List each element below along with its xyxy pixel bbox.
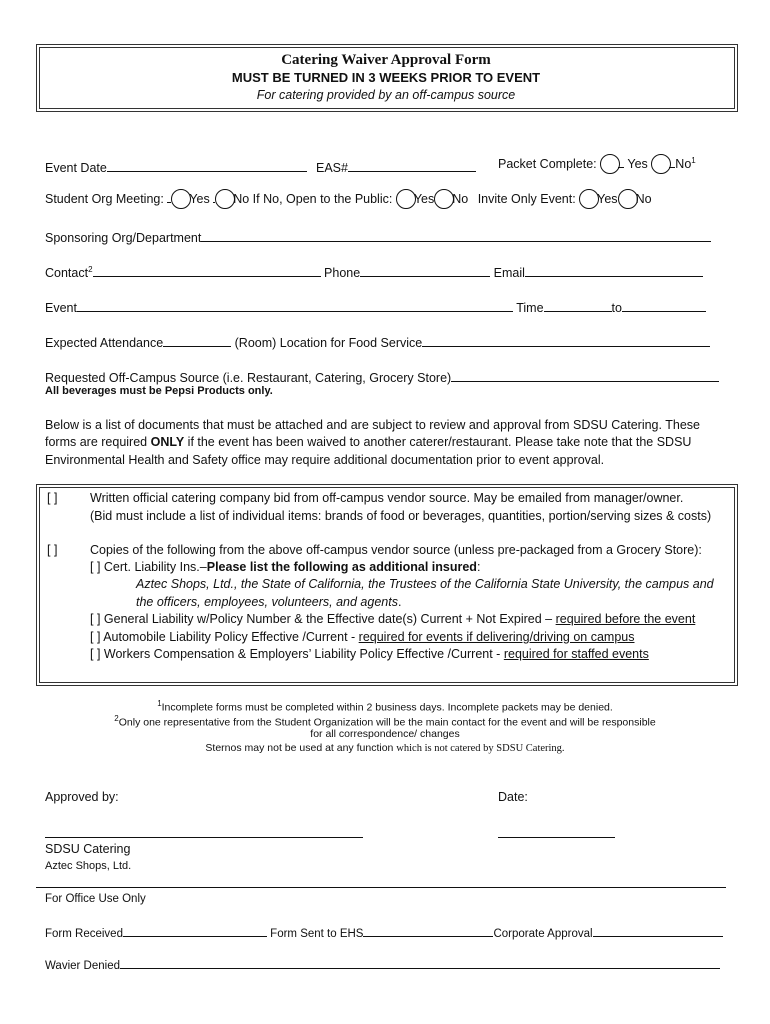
packet-yes-label: Yes	[627, 157, 648, 171]
intro-line-2c: if the event has been waived to another caterer/restaurant. Please take note that the SDSU	[184, 435, 692, 449]
cert-colon: :	[476, 560, 481, 574]
packet-complete-row	[498, 154, 696, 174]
form-title: Catering Waiver Approval Form	[281, 52, 491, 68]
general-required: required before the event	[555, 612, 696, 626]
cert-instruction: Please list the following as additional insured	[206, 560, 477, 574]
sternos-note	[0, 742, 770, 754]
insured-line-2-text: the officers, employees, volunteers, and agents	[136, 595, 398, 609]
approved-by-label: Approved by:	[45, 790, 119, 804]
public-no-label: No	[452, 192, 469, 206]
email-field[interactable]	[525, 263, 703, 277]
phone-field[interactable]	[360, 263, 490, 277]
time-start-field[interactable]	[544, 298, 612, 312]
workers-comp-row	[90, 647, 649, 661]
location-field[interactable]	[422, 333, 710, 347]
doc1-line-1: Written official catering company bid from off-campus vendor source. May be emailed from manager/owner.	[90, 491, 684, 505]
workers-checkbox[interactable]: [ ]	[90, 647, 101, 661]
public-yes-circle[interactable]	[396, 189, 416, 209]
workers-text: Workers Compensation & Employers’ Liability Policy Effective /Current -	[103, 647, 504, 661]
contact-field[interactable]	[93, 263, 321, 277]
aztec-shops-label: Aztec Shops, Ltd.	[45, 860, 132, 872]
footnote-2	[0, 714, 770, 729]
sternos-text-a: Sternos may not be used at any function	[205, 742, 397, 754]
invite-no-label: No	[635, 192, 652, 206]
location-label: (Room) Location for Food Service	[234, 336, 423, 350]
email-label: Email	[493, 266, 525, 280]
org-no-label: No	[233, 192, 250, 206]
general-text: General Liability w/Policy Number & the Effective date(s) Current + Not Expired –	[103, 612, 556, 626]
auto-liability-row	[90, 630, 635, 644]
event-date-label: Event Date	[45, 161, 107, 175]
beverages-note: All beverages must be Pepsi Products only.	[45, 385, 273, 397]
invite-yes-label: Yes	[597, 192, 618, 206]
date-line[interactable]	[498, 837, 615, 838]
footnote-1-text: Incomplete forms must be completed within 2 business days. Incomplete packets may be denied.	[161, 701, 613, 714]
intro-only: ONLY	[150, 435, 185, 449]
event-label: Event	[45, 301, 77, 315]
footnote-2-text: Only one representative from the Student Organization will be the main contact for the event and will be responsible	[118, 716, 656, 729]
doc2-checkbox[interactable]: [ ]	[47, 543, 58, 557]
auto-text: Automobile Liability Policy Effective /Current -	[103, 630, 359, 644]
denied-label: Wavier Denied	[45, 960, 120, 972]
footnote-1-marker: 1	[157, 699, 162, 708]
packet-complete-label: Packet Complete:	[498, 157, 597, 171]
footnote-1	[0, 699, 770, 714]
public-yes-label: Yes	[413, 192, 435, 206]
eas-row	[316, 158, 476, 175]
contact-label: Contact	[45, 266, 89, 280]
form-received-field[interactable]	[123, 925, 267, 937]
form-note: For catering provided by an off-campus source	[256, 88, 516, 102]
packet-no-circle[interactable]	[651, 154, 671, 174]
attendance-label: Expected Attendance	[45, 336, 164, 350]
to-label: to	[611, 301, 622, 315]
form-subtitle: MUST BE TURNED IN 3 WEEKS PRIOR TO EVENT	[231, 70, 541, 85]
packet-no-footnote: 1	[691, 155, 696, 165]
office-heading: For Office Use Only	[45, 893, 146, 905]
event-field[interactable]	[77, 298, 513, 312]
insured-line-1: Aztec Shops, Ltd., the State of California, the Trustees of the California State University, the campus and	[136, 577, 714, 591]
requested-source-row	[45, 368, 719, 385]
packet-no-label: No	[675, 157, 692, 171]
packet-yes-blank	[618, 154, 624, 168]
sternos-text-b: which is not catered by SDSU Catering.	[396, 743, 565, 754]
sponsoring-label: Sponsoring Org/Department	[45, 231, 202, 245]
office-row	[45, 925, 723, 940]
corporate-field[interactable]	[593, 925, 723, 937]
requested-source-label: Requested Off-Campus Source (i.e. Restaurant, Catering, Grocery Store)	[45, 371, 452, 385]
footnote-2-cont: for all correspondence/ changes	[310, 728, 460, 740]
intro-line-2	[45, 435, 691, 449]
form-received-label: Form Received	[45, 928, 123, 940]
event-row	[45, 298, 706, 315]
cert-label: Cert. Liability Ins.–	[103, 560, 207, 574]
requested-source-field[interactable]	[451, 368, 719, 382]
sponsoring-row	[45, 228, 711, 245]
sdsu-catering-label: SDSU Catering	[45, 842, 131, 856]
denied-field[interactable]	[120, 957, 720, 969]
office-divider	[36, 887, 726, 888]
intro-line-2a: forms are required	[45, 435, 151, 449]
approved-by-line[interactable]	[45, 837, 363, 838]
intro-line-3: Environmental Health and Safety office may require additional documentation prior to event approval.	[45, 453, 605, 467]
student-org-label: Student Org Meeting:	[45, 192, 164, 206]
insured-line-2-end: .	[397, 595, 402, 609]
attendance-field[interactable]	[163, 333, 231, 347]
invite-no-circle[interactable]	[618, 189, 638, 209]
student-org-row	[45, 189, 652, 209]
form-sent-field[interactable]	[363, 925, 493, 937]
denied-row	[45, 957, 720, 972]
auto-checkbox[interactable]: [ ]	[90, 630, 101, 644]
contact-footnote: 2	[88, 264, 93, 274]
footnote-2-marker: 2	[114, 714, 119, 723]
corporate-label: Corporate Approval	[493, 928, 593, 940]
invite-only-label: Invite Only Event:	[477, 192, 576, 206]
doc2-line-1: Copies of the following from the above off-campus vendor source (unless pre-packaged from a Grocery Store):	[90, 543, 702, 557]
date-label: Date:	[498, 790, 528, 804]
cert-row	[90, 560, 480, 574]
contact-row	[45, 263, 703, 280]
eas-label: EAS#	[316, 161, 348, 175]
form-sent-label: Form Sent to EHS	[270, 928, 364, 940]
cert-checkbox[interactable]: [ ]	[90, 560, 101, 574]
time-label: Time	[516, 301, 544, 315]
doc1-line-2: (Bid must include a list of individual items: brands of food or beverages, quantities, portion/serving sizes & costs)	[90, 509, 712, 523]
phone-label: Phone	[324, 266, 361, 280]
intro-line-1: Below is a list of documents that must be attached and are subject to review and approval from SDSU Catering. These	[45, 418, 700, 432]
org-yes-label: Yes	[189, 192, 210, 206]
time-end-field[interactable]	[622, 298, 706, 312]
eas-field[interactable]	[348, 158, 476, 172]
event-date-row	[45, 158, 307, 175]
packet-yes-circle[interactable]	[600, 154, 620, 174]
sponsoring-field[interactable]	[201, 228, 711, 242]
general-liability-row	[90, 612, 695, 626]
workers-required: required for staffed events	[503, 647, 649, 661]
attendance-row	[45, 333, 710, 350]
doc1-checkbox[interactable]: [ ]	[47, 491, 58, 505]
auto-required: required for events if delivering/driving on campus	[358, 630, 635, 644]
insured-line-2	[136, 595, 401, 609]
event-date-field[interactable]	[107, 158, 307, 172]
if-no-open-label: If No, Open to the Public:	[252, 192, 393, 206]
general-checkbox[interactable]: [ ]	[90, 612, 101, 626]
